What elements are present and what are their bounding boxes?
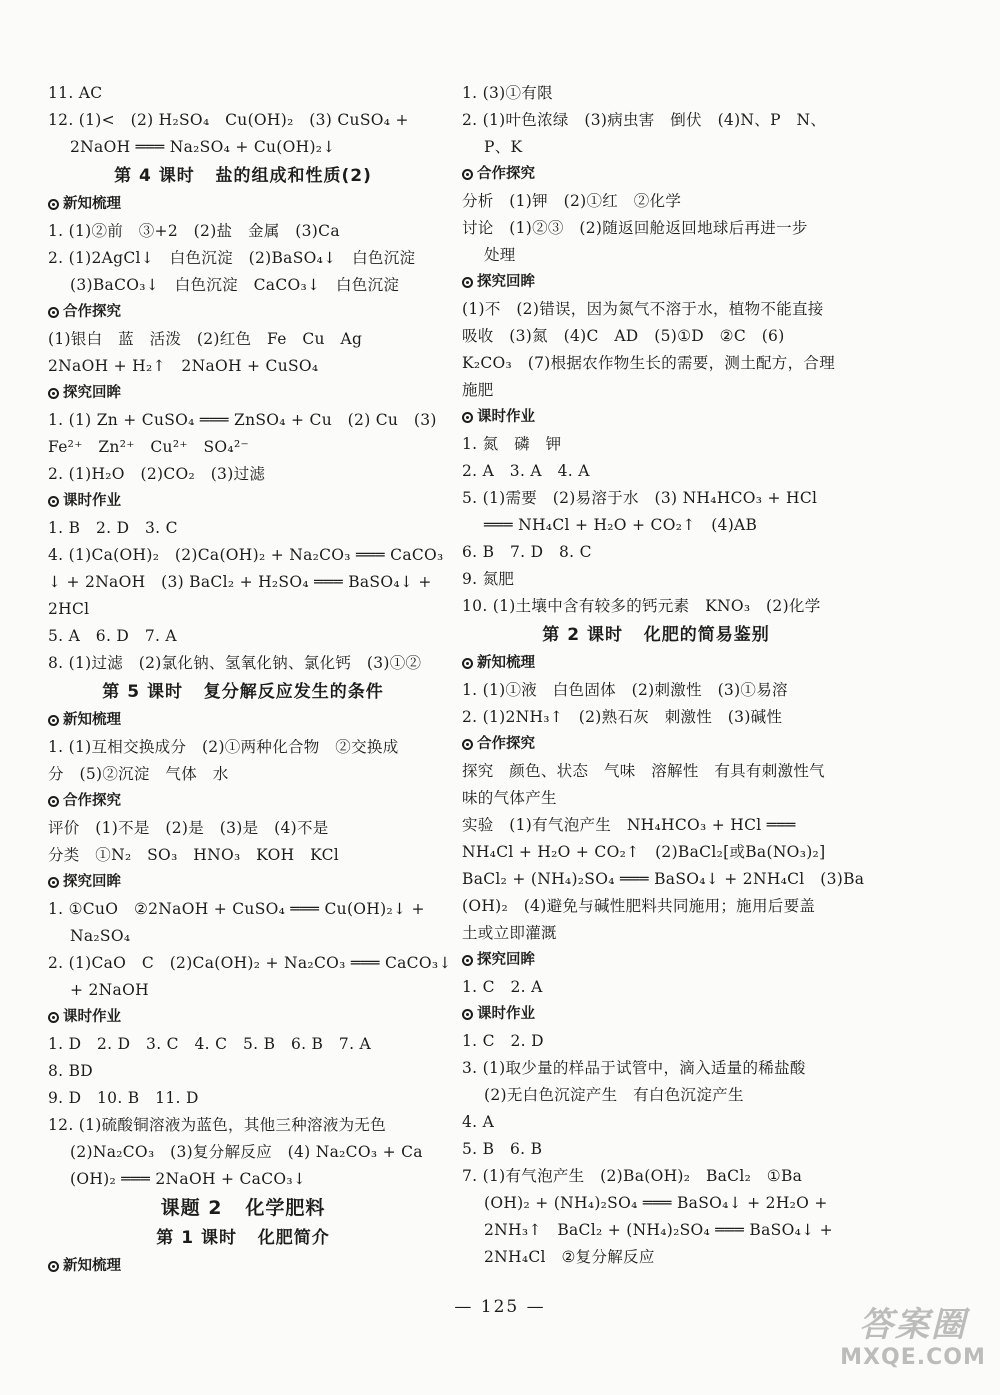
answer-line: 味的气体产生 [462, 789, 557, 807]
answer-line: Na₂SO₄ [70, 927, 131, 945]
answer-line: 7. (1)有气泡产生 (2)Ba(OH)₂ BaCl₂ ①Ba [462, 1167, 803, 1185]
answer-line: P、K [484, 138, 523, 156]
section-label [462, 1001, 850, 1028]
answer-line: BaCl₂ + (NH₄)₂SO₄ ═══ BaSO₄↓ + 2NH₄Cl (3)Ba [462, 870, 865, 888]
answer-line: 8. BD [48, 1062, 94, 1080]
answer-line: 实验 (1)有气泡产生 NH₄HCO₃ + HCl ═══ [462, 816, 796, 834]
answer-line: 评价 (1)不是 (2)是 (3)是 (4)不是 [48, 819, 329, 837]
answer-line: 2. (1)2AgCl↓ 白色沉淀 (2)BaSO₄↓ 白色沉淀 [48, 249, 416, 267]
answer-line: 11. AC [48, 84, 103, 102]
section-bullet-icon [48, 307, 59, 318]
answer-line: 1. 氮 磷 钾 [462, 435, 562, 453]
answer-line: Fe²⁺ Zn²⁺ Cu²⁺ SO₄²⁻ [48, 438, 249, 456]
answer-line: (2)Na₂CO₃ (3)复分解反应 (4) Na₂CO₃ + Ca [70, 1143, 423, 1161]
section-label-text: 探究回眸 [63, 874, 121, 890]
answer-line: (OH)₂ + (NH₄)₂SO₄ ═══ BaSO₄↓ + 2H₂O + [484, 1194, 828, 1212]
section-label-text: 探究回眸 [477, 952, 535, 968]
page-number: — 125 — [454, 1297, 546, 1317]
section-label-text: 合作探究 [477, 166, 535, 182]
right-column [462, 80, 865, 1271]
answer-line: 1. (1)②前 ③+2 (2)盐 金属 (3)Ca [48, 222, 340, 240]
answer-line: 2NH₄Cl ②复分解反应 [484, 1248, 655, 1266]
answer-line: 4. (1)Ca(OH)₂ (2)Ca(OH)₂ + Na₂CO₃ ═══ CaCO₃ [48, 546, 444, 564]
answer-line: 5. A 6. D 7. A [48, 627, 177, 645]
section-label [48, 707, 438, 734]
watermark-domain: MXQE.COM [840, 1345, 986, 1370]
answer-line: 6. B 7. D 8. C [462, 543, 592, 561]
section-label [462, 161, 850, 188]
section-bullet-icon [462, 739, 473, 750]
answer-line: 12. (1)硫酸铜溶液为蓝色，其他三种溶液为无色 [48, 1116, 387, 1134]
answer-line: 土或立即灌溉 [462, 924, 557, 942]
section-bullet-icon [462, 277, 473, 288]
lesson-heading: 第 4 课时 盐的组成和性质(2) [114, 166, 372, 186]
section-bullet-icon [48, 388, 59, 399]
answer-line: 9. D 10. B 11. D [48, 1089, 199, 1107]
answer-line: 8. (1)过滤 (2)氯化钠、氢氧化钠、氯化钙 (3)①② [48, 654, 422, 672]
answer-line: (OH)₂ (4)避免与碱性肥料共同施用；施用后要盖 [462, 897, 816, 915]
answer-line: 吸收 (3)氮 (4)C AD (5)①D ②C (6) [462, 327, 785, 345]
section-label [462, 947, 850, 974]
section-label [48, 788, 438, 815]
answer-line: 2. (1)2NH₃↑ (2)熟石灰 刺激性 (3)碱性 [462, 708, 783, 726]
section-label [48, 299, 438, 326]
answer-line: 2HCl [48, 600, 90, 618]
answer-line: K₂CO₃ (7)根据农作物生长的需要，测土配方，合理 [462, 354, 836, 372]
answer-line: (1)银白 蓝 活泼 (2)红色 Fe Cu Ag [48, 330, 363, 348]
answer-line: + 2NaOH [70, 981, 149, 999]
answer-line: 2. A 3. A 4. A [462, 462, 590, 480]
answer-line: 讨论 (1)②③ (2)随返回舱返回地球后再进一步 [462, 219, 808, 237]
section-label [48, 1004, 438, 1031]
answer-line: 2NaOH ═══ Na₂SO₄ + Cu(OH)₂↓ [70, 138, 336, 156]
section-bullet-icon [462, 658, 473, 669]
answer-line: (OH)₂ ═══ 2NaOH + CaCO₃↓ [70, 1170, 307, 1188]
section-bullet-icon [462, 412, 473, 423]
answer-line: 分类 ①N₂ SO₃ HNO₃ KOH KCl [48, 846, 339, 864]
section-bullet-icon [48, 1261, 59, 1272]
answer-line: (3)BaCO₃↓ 白色沉淀 CaCO₃↓ 白色沉淀 [70, 276, 400, 294]
answer-line: NH₄Cl + H₂O + CO₂↑ (2)BaCl₂[或Ba(NO₃)₂] [462, 843, 826, 861]
left-column [48, 80, 452, 1280]
lesson-heading: 课题 2 化学肥料 [160, 1197, 326, 1219]
section-label-text: 新知梳理 [63, 1258, 121, 1274]
answer-line: 分析 (1)钾 (2)①红 ②化学 [462, 192, 682, 210]
answer-line: 12. (1)< (2) H₂SO₄ Cu(OH)₂ (3) CuSO₄ + [48, 111, 409, 129]
section-label-text: 课时作业 [63, 493, 121, 509]
section-label [462, 404, 850, 431]
section-bullet-icon [48, 877, 59, 888]
section-label-text: 新知梳理 [63, 712, 121, 728]
answer-line: 1. (1)互相交换成分 (2)①两种化合物 ②交换成 [48, 738, 399, 756]
answer-line: 1. ①CuO ②2NaOH + CuSO₄ ═══ Cu(OH)₂↓ + [48, 900, 425, 918]
section-label-text: 课时作业 [63, 1009, 121, 1025]
answer-line: 1. C 2. D [462, 1032, 544, 1050]
watermark-logo-text: 答案圈 [859, 1305, 967, 1345]
section-label [462, 269, 850, 296]
section-label-text: 探究回眸 [477, 274, 535, 290]
answer-line: ↓ + 2NaOH (3) BaCl₂ + H₂SO₄ ═══ BaSO₄↓ + [48, 573, 432, 591]
answer-line: 处理 [484, 246, 516, 264]
answer-line: 分 (5)②沉淀 气体 水 [48, 765, 229, 783]
section-label-text: 合作探究 [63, 793, 121, 809]
answer-line: 10. (1)土壤中含有较多的钙元素 KNO₃ (2)化学 [462, 597, 821, 615]
section-bullet-icon [48, 496, 59, 507]
section-bullet-icon [48, 1012, 59, 1023]
answer-line: 1. (3)①有限 [462, 84, 553, 102]
answer-line: (2)无白色沉淀产生 有白色沉淀产生 [484, 1086, 744, 1104]
answer-line: 2. (1)CaO C (2)Ca(OH)₂ + Na₂CO₃ ═══ CaCO₃↓ [48, 954, 452, 972]
section-label [462, 731, 850, 758]
answer-line: 1. B 2. D 3. C [48, 519, 178, 537]
site-watermark [838, 1305, 988, 1385]
section-bullet-icon [462, 169, 473, 180]
answer-line: 1. (1)①液 白色固体 (2)刺激性 (3)①易溶 [462, 681, 788, 699]
answer-line: 1. C 2. A [462, 978, 543, 996]
section-label [48, 488, 438, 515]
answer-line: 2NaOH + H₂↑ 2NaOH + CuSO₄ [48, 357, 319, 375]
section-label [462, 650, 850, 677]
section-bullet-icon [462, 955, 473, 966]
lesson-heading: 第 5 课时 复分解反应发生的条件 [102, 682, 384, 702]
answer-line: ═══ NH₄Cl + H₂O + CO₂↑ (4)AB [484, 516, 758, 534]
answer-line: 9. 氮肥 [462, 570, 515, 588]
answer-line: 探究 颜色、状态 气味 溶解性 有具有刺激性气 [462, 762, 825, 780]
answer-line: 4. A [462, 1113, 495, 1131]
lesson-heading: 第 1 课时 化肥简介 [156, 1228, 330, 1248]
lesson-heading: 第 2 课时 化肥的简易鉴别 [542, 625, 770, 645]
answer-line: 5. B 6. B [462, 1140, 543, 1158]
section-bullet-icon [48, 199, 59, 210]
answer-line: 2. (1)叶色浓绿 (3)病虫害 倒伏 (4)N、P N、 [462, 111, 827, 129]
answer-line: 1. D 2. D 3. C 4. C 5. B 6. B 7. A [48, 1035, 372, 1053]
answer-line: 2. (1)H₂O (2)CO₂ (3)过滤 [48, 465, 266, 483]
section-bullet-icon [48, 715, 59, 726]
section-label-text: 合作探究 [477, 736, 535, 752]
answer-line: 施肥 [462, 381, 494, 399]
section-label-text: 新知梳理 [63, 196, 121, 212]
answer-line: 5. (1)需要 (2)易溶于水 (3) NH₄HCO₃ + HCl [462, 489, 818, 507]
section-label [48, 1253, 438, 1280]
section-bullet-icon [462, 1009, 473, 1020]
section-label-text: 合作探究 [63, 304, 121, 320]
answer-line: 2NH₃↑ BaCl₂ + (NH₄)₂SO₄ ═══ BaSO₄↓ + [484, 1221, 833, 1239]
section-label-text: 探究回眸 [63, 385, 121, 401]
answer-line: 1. (1) Zn + CuSO₄ ═══ ZnSO₄ + Cu (2) Cu (3) [48, 411, 437, 429]
section-label-text: 课时作业 [477, 409, 535, 425]
section-label [48, 869, 438, 896]
section-label-text: 课时作业 [477, 1006, 535, 1022]
section-bullet-icon [48, 796, 59, 807]
section-label [48, 191, 438, 218]
section-label [48, 380, 438, 407]
section-label-text: 新知梳理 [477, 655, 535, 671]
answer-line: 3. (1)取少量的样品于试管中，滴入适量的稀盐酸 [462, 1059, 806, 1077]
answer-line: (1)不 (2)错误，因为氮气不溶于水，植物不能直接 [462, 300, 824, 318]
